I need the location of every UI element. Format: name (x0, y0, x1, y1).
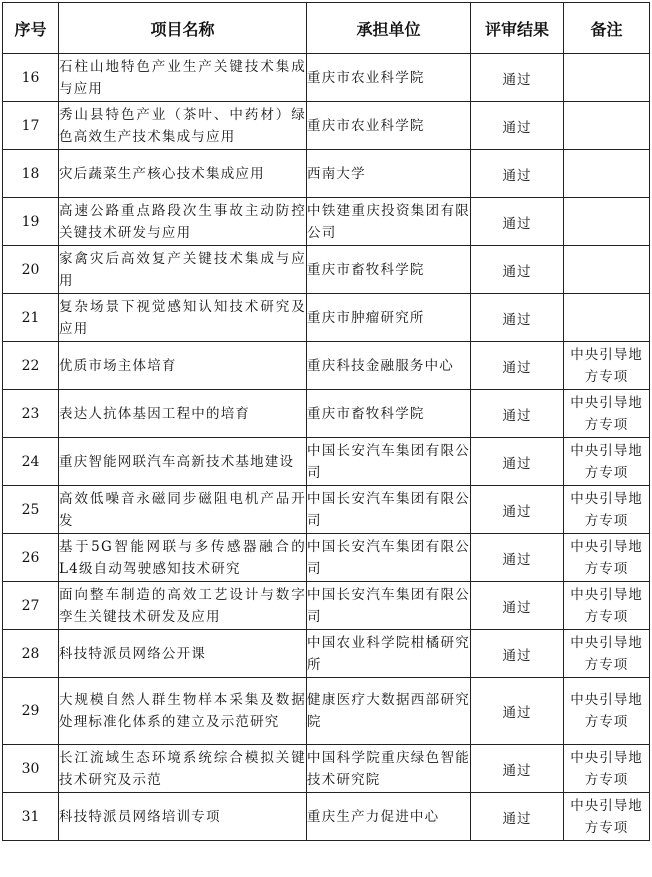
remark-cell: 中央引导地方专项 (564, 745, 650, 793)
remark-cell: 中央引导地方专项 (564, 390, 650, 438)
table-row (3, 582, 650, 630)
project-name-cell: 科技特派员网络培训专项 (59, 793, 307, 841)
remark-cell (564, 150, 650, 198)
organization-cell: 重庆市农业科学院 (307, 102, 471, 150)
serial-cell: 21 (3, 294, 59, 342)
project-name-cell: 高效低噪音永磁同步磁阻电机产品开发 (59, 486, 307, 534)
result-cell: 通过 (471, 150, 564, 198)
result-cell: 通过 (471, 294, 564, 342)
table-row (3, 793, 650, 841)
result-cell: 通过 (471, 342, 564, 390)
project-name-cell: 大规模自然人群生物样本采集及数据处理标准化体系的建立及示范研究 (59, 678, 307, 745)
result-cell: 通过 (471, 582, 564, 630)
table-row (3, 150, 650, 198)
organization-cell: 中国长安汽车集团有限公司 (307, 438, 471, 486)
remark-cell (564, 54, 650, 102)
table-row (3, 534, 650, 582)
organization-cell: 中铁建重庆投资集团有限公司 (307, 198, 471, 246)
remark-cell: 中央引导地方专项 (564, 678, 650, 745)
result-cell: 通过 (471, 745, 564, 793)
table-row (3, 246, 650, 294)
table-row (3, 630, 650, 678)
project-name-cell: 优质市场主体培育 (59, 342, 307, 390)
result-cell: 通过 (471, 246, 564, 294)
serial-cell: 30 (3, 745, 59, 793)
result-cell: 通过 (471, 793, 564, 841)
organization-cell: 中国农业科学院柑橘研究所 (307, 630, 471, 678)
serial-cell: 20 (3, 246, 59, 294)
organization-cell: 重庆市畜牧科学院 (307, 246, 471, 294)
table-row (3, 390, 650, 438)
remark-cell: 中央引导地方专项 (564, 486, 650, 534)
result-cell: 通过 (471, 102, 564, 150)
serial-cell: 24 (3, 438, 59, 486)
table-row (3, 438, 650, 486)
table-row (3, 486, 650, 534)
serial-cell: 31 (3, 793, 59, 841)
serial-cell: 17 (3, 102, 59, 150)
header-project-name: 项目名称 (59, 3, 307, 54)
remark-cell (564, 198, 650, 246)
organization-cell: 重庆市畜牧科学院 (307, 390, 471, 438)
header-review-result: 评审结果 (471, 3, 564, 54)
organization-cell: 重庆科技金融服务中心 (307, 342, 471, 390)
organization-cell: 中国科学院重庆绿色智能技术研究院 (307, 745, 471, 793)
serial-cell: 25 (3, 486, 59, 534)
result-cell: 通过 (471, 486, 564, 534)
remark-cell: 中央引导地方专项 (564, 582, 650, 630)
organization-cell: 重庆生产力促进中心 (307, 793, 471, 841)
table-row (3, 102, 650, 150)
remark-cell: 中央引导地方专项 (564, 630, 650, 678)
remark-cell (564, 102, 650, 150)
result-cell: 通过 (471, 630, 564, 678)
organization-cell: 中国长安汽车集团有限公司 (307, 582, 471, 630)
project-name-cell: 科技特派员网络公开课 (59, 630, 307, 678)
organization-cell: 重庆市农业科学院 (307, 54, 471, 102)
table-row (3, 54, 650, 102)
remark-cell (564, 294, 650, 342)
project-name-cell: 石柱山地特色产业生产关键技术集成与应用 (59, 54, 307, 102)
table-row (3, 745, 650, 793)
serial-cell: 26 (3, 534, 59, 582)
project-name-cell: 秀山县特色产业（茶叶、中药材）绿色高效生产技术集成与应用 (59, 102, 307, 150)
remark-cell: 中央引导地方专项 (564, 438, 650, 486)
results-table (2, 2, 650, 841)
serial-cell: 16 (3, 54, 59, 102)
serial-cell: 18 (3, 150, 59, 198)
table-row (3, 198, 650, 246)
organization-cell: 重庆市肿瘤研究所 (307, 294, 471, 342)
serial-cell: 27 (3, 582, 59, 630)
organization-cell: 西南大学 (307, 150, 471, 198)
serial-cell: 23 (3, 390, 59, 438)
table-row (3, 342, 650, 390)
header-remarks: 备注 (564, 3, 650, 54)
project-name-cell: 灾后蔬菜生产核心技术集成应用 (59, 150, 307, 198)
organization-cell: 中国长安汽车集团有限公司 (307, 534, 471, 582)
project-name-cell: 长江流域生态环境系统综合模拟关键技术研究及示范 (59, 745, 307, 793)
project-name-cell: 高速公路重点路段次生事故主动防控关键技术研发与应用 (59, 198, 307, 246)
organization-cell: 中国长安汽车集团有限公司 (307, 486, 471, 534)
serial-cell: 28 (3, 630, 59, 678)
serial-cell: 22 (3, 342, 59, 390)
result-cell: 通过 (471, 54, 564, 102)
serial-cell: 19 (3, 198, 59, 246)
project-name-cell: 基于5G智能网联与多传感器融合的L4级自动驾驶感知技术研究 (59, 534, 307, 582)
project-name-cell: 重庆智能网联汽车高新技术基地建设 (59, 438, 307, 486)
table-row (3, 294, 650, 342)
result-cell: 通过 (471, 198, 564, 246)
table-row (3, 678, 650, 745)
project-name-cell: 家禽灾后高效复产关键技术集成与应用 (59, 246, 307, 294)
remark-cell: 中央引导地方专项 (564, 342, 650, 390)
project-name-cell: 表达人抗体基因工程中的培育 (59, 390, 307, 438)
result-cell: 通过 (471, 534, 564, 582)
result-cell: 通过 (471, 438, 564, 486)
remark-cell (564, 246, 650, 294)
remark-cell: 中央引导地方专项 (564, 534, 650, 582)
result-cell: 通过 (471, 390, 564, 438)
header-serial: 序号 (3, 3, 59, 54)
project-name-cell: 复杂场景下视觉感知认知技术研究及应用 (59, 294, 307, 342)
result-cell: 通过 (471, 678, 564, 745)
table-header-row (3, 3, 650, 54)
organization-cell: 健康医疗大数据西部研究院 (307, 678, 471, 745)
serial-cell: 29 (3, 678, 59, 745)
remark-cell: 中央引导地方专项 (564, 793, 650, 841)
header-organization: 承担单位 (307, 3, 471, 54)
project-name-cell: 面向整车制造的高效工艺设计与数字孪生关键技术研发及应用 (59, 582, 307, 630)
